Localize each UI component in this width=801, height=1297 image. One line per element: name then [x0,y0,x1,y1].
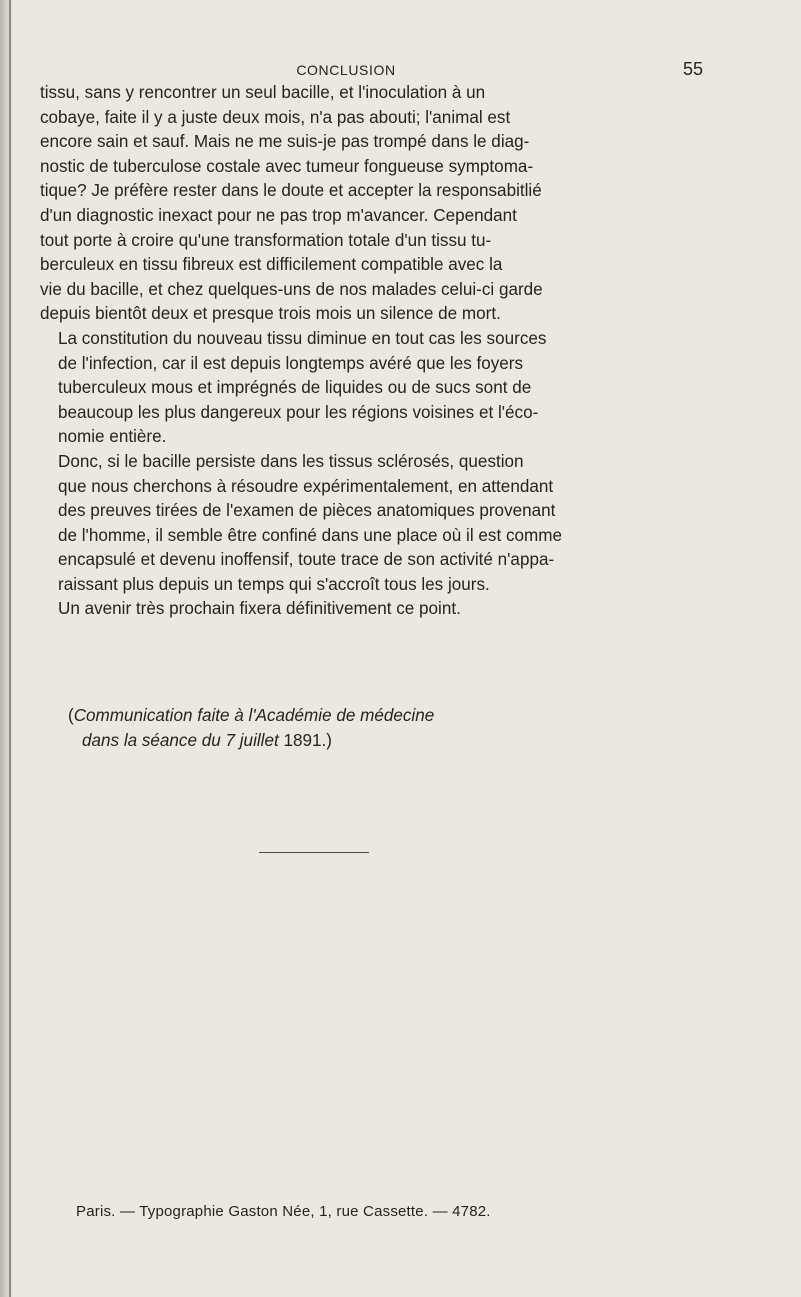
text-line: d'un diagnostic inexact pour ne pas trop m'avancer. Cependant [40,205,517,225]
close-paren: .) [321,730,332,750]
closing-rule [259,852,369,853]
paragraph-3 [40,450,709,598]
binding-edge [9,0,11,1297]
text-line: de l'infection, car il est depuis longtemps avéré que les foyers [58,353,524,373]
credit-line-2 [68,729,434,754]
paragraph-1 [40,81,709,327]
text-line: cobaye, faite il y a juste deux mois, n'a pas abouti; l'animal est [40,107,511,127]
text-line: des preuves tirées de l'examen de pièces anatomiques provenant [58,501,556,521]
printer-imprint: Paris. — Typographie Gaston Née, 1, rue Cassette. — 4782. [76,1203,491,1220]
text-line: tuberculeux mous et imprégnés de liquides ou de sucs sont de [58,378,532,398]
running-title: CONCLUSION [296,62,396,78]
text-line: vie du bacille, et chez quelques-uns de nos malades celui-ci garde [40,279,543,299]
communication-credit [68,704,434,753]
text-line: encapsulé et devenu inoffensif, toute trace de son activité n'appa- [58,550,555,570]
text-line: tissu, sans y rencontrer un seul bacille, et l'inoculation à un [40,83,486,102]
text-line: La constitution du nouveau tissu diminue en tout cas les sources [58,328,547,348]
body-text [40,81,709,622]
credit-text-2: dans la séance du 7 juillet [82,730,279,750]
text-line: nomie entière. [58,427,167,447]
credit-text-1: Communication faite à l'Académie de médecine [73,706,435,725]
text-line: Un avenir très prochain fixera définitivement ce point. [58,599,461,619]
credit-year: 1891 [283,730,322,750]
text-line: berculeux en tissu fibreux est difficilement compatible avec la [40,255,503,275]
paragraph-2 [40,327,709,450]
text-line: raissant plus depuis un temps qui s'accroît tous les jours. [58,574,490,594]
credit-line-1 [68,704,434,729]
text-line: depuis bientôt deux et presque trois mois un silence de mort. [40,304,501,324]
text-line: de l'homme, il semble être confiné dans une place où il est comme [58,525,562,545]
text-line: beaucoup les plus dangereux pour les régions voisines et l'éco- [58,402,539,422]
text-line: tique? Je préfère rester dans le doute et accepter la responsabitlié [40,181,542,201]
text-line: nostic de tuberculose costale avec tumeur fongueuse symptoma- [40,156,534,176]
text-line: encore sain et sauf. Mais ne me suis-je pas trompé dans le diag- [40,132,530,152]
text-line: tout porte à croire qu'une transformation totale d'un tissu tu- [40,230,492,250]
text-line: Donc, si le bacille persiste dans les tissus sclérosés, question [58,451,524,471]
text-line: que nous cherchons à résoudre expérimentalement, en attendant [58,476,554,496]
page-number: 55 [683,59,704,79]
open-paren: ( [68,706,74,725]
paragraph-4 [40,597,709,622]
